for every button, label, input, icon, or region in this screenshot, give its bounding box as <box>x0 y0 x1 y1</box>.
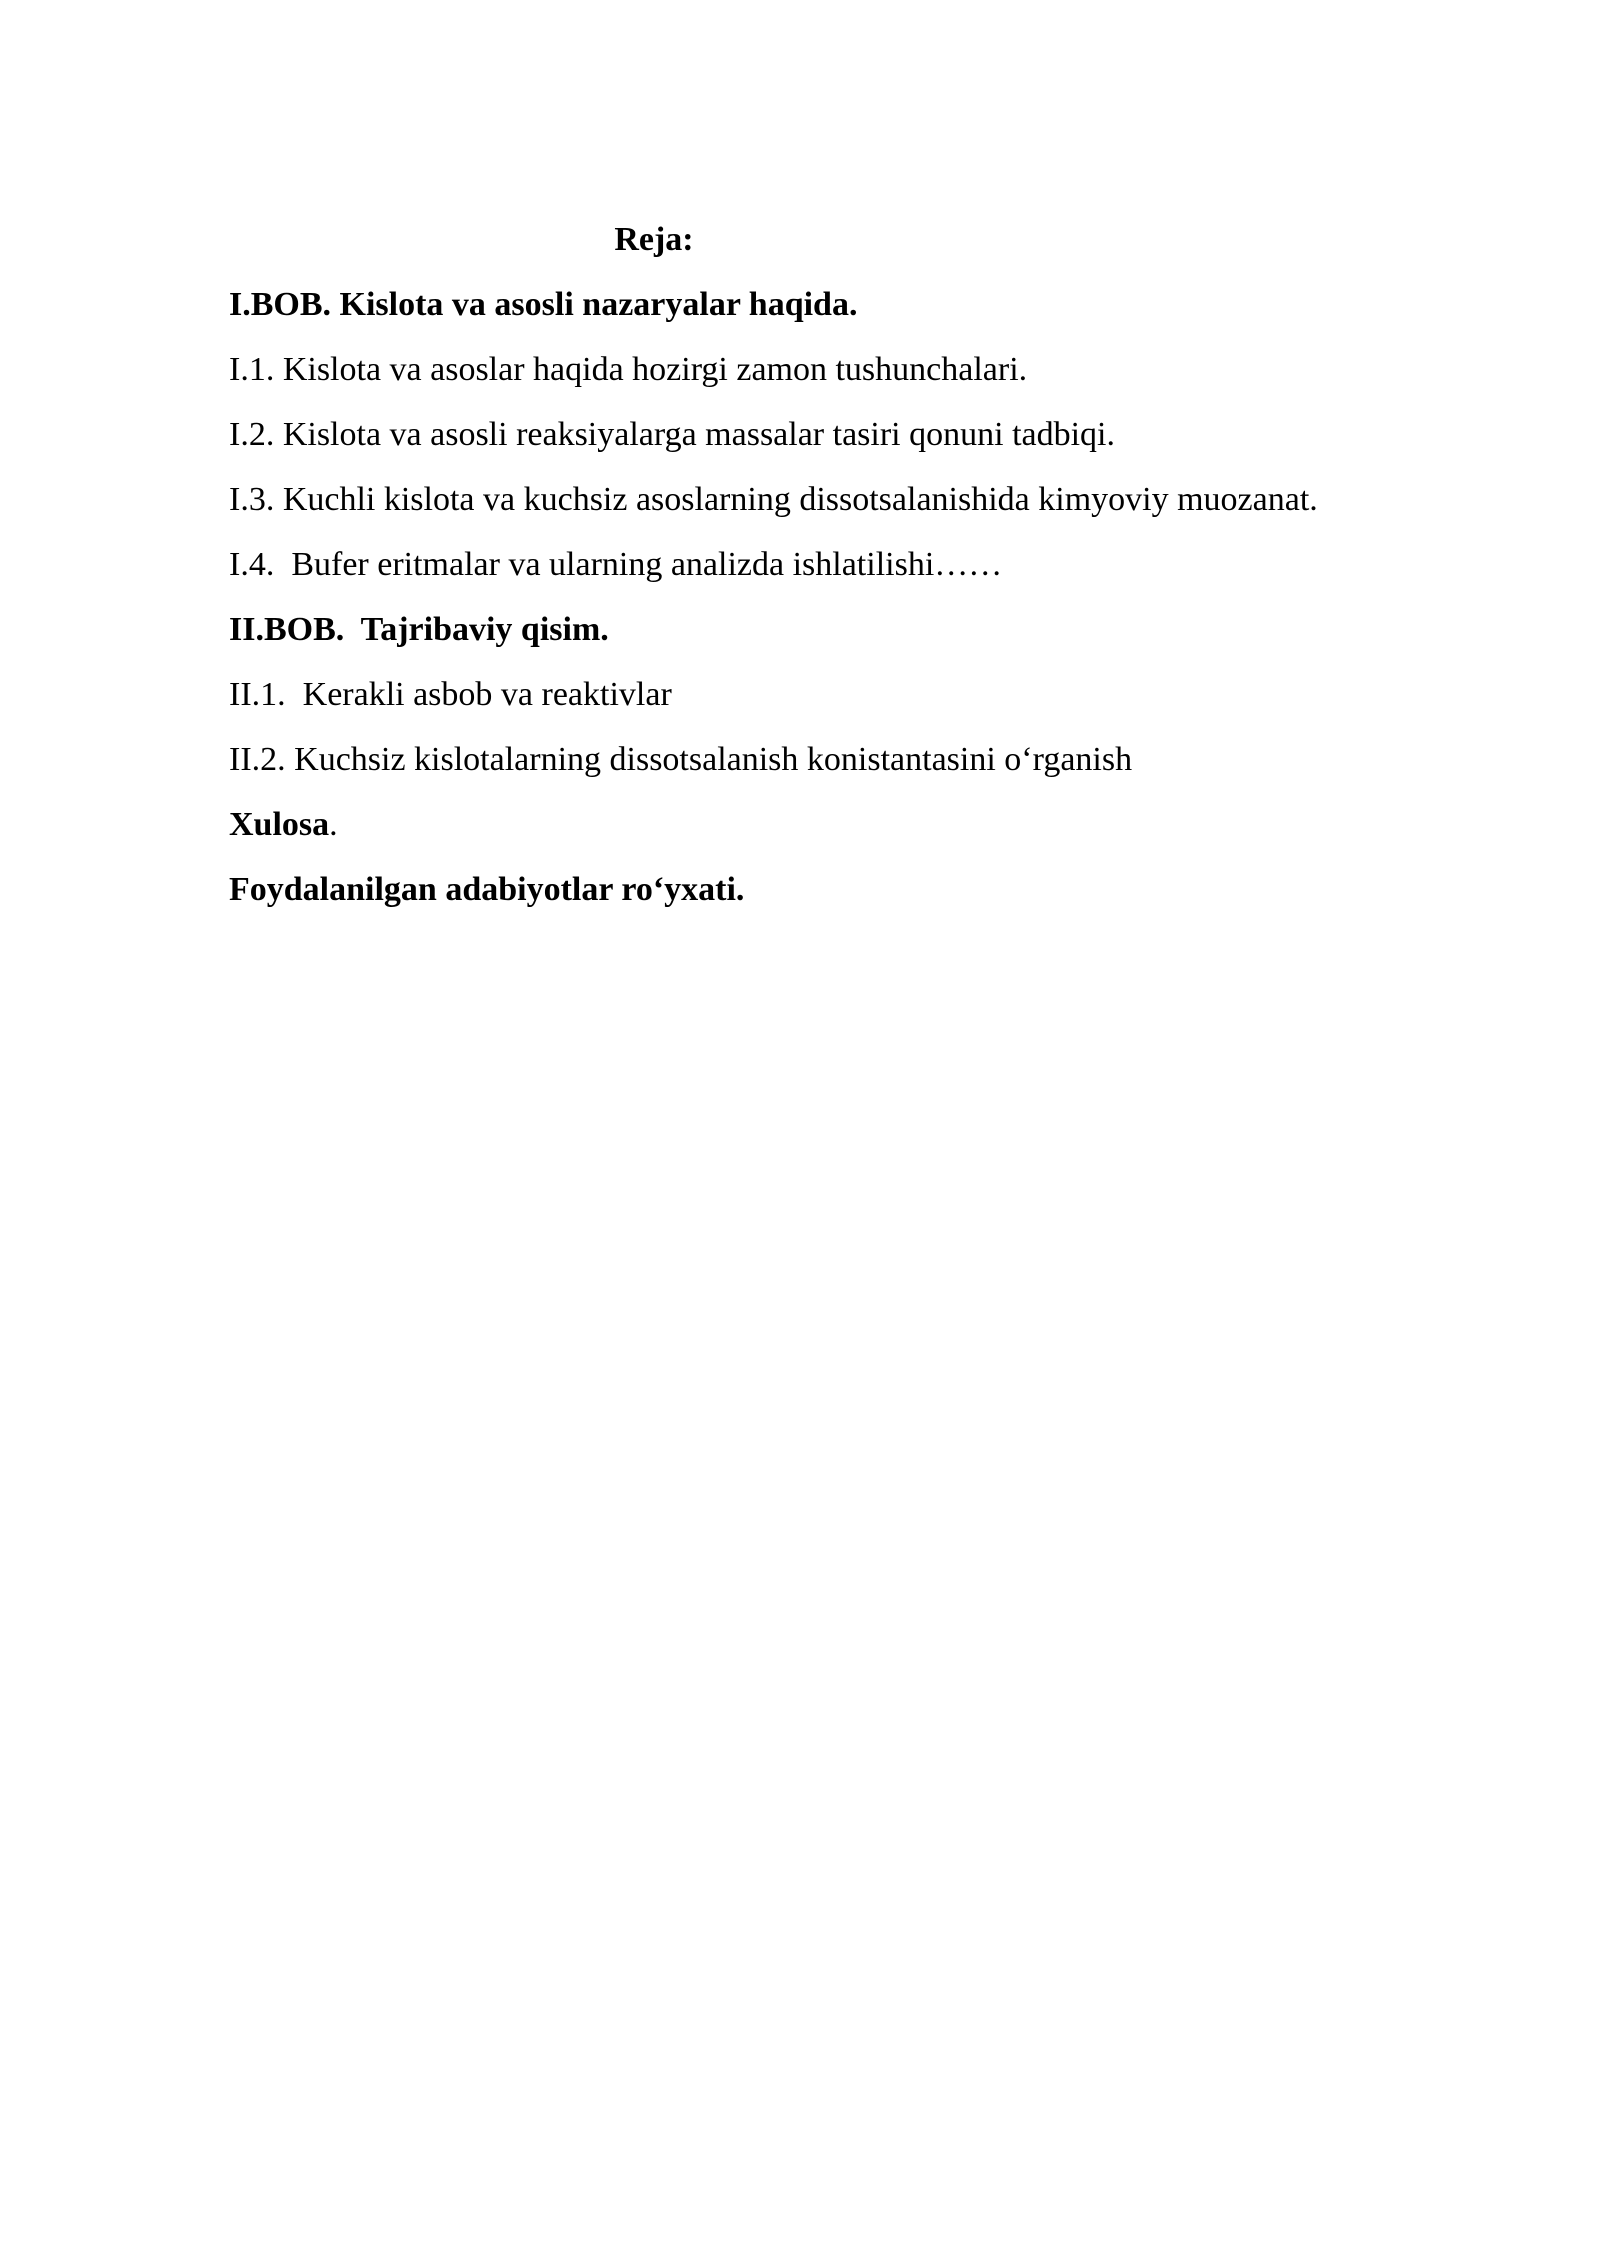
toc-section-2-2-text: II.2. Kuchsiz kislotalarning dissotsalanish konistantasini o‘rganish <box>229 741 1133 778</box>
toc-references-heading: Foydalanilgan adabiyotlar ro‘yxati. <box>229 871 745 908</box>
toc-section-1-4 <box>229 543 1479 608</box>
toc-chapter-1-heading: I.BOB. Kislota va asosli nazaryalar haqida. <box>229 286 858 323</box>
toc-section-1-3 <box>229 478 1479 543</box>
toc-section-1-1 <box>229 348 1479 413</box>
toc-section-1-2 <box>229 413 1479 478</box>
page-title: Reja: <box>614 221 694 258</box>
toc-section-1-2-text: I.2. Kislota va asosli reaksiyalarga massalar tasiri qonuni tadbiqi. <box>229 416 1115 453</box>
toc-section-2-2 <box>229 738 1479 803</box>
toc-conclusion-period: . <box>329 806 338 843</box>
toc-section-1-4-number: I.4. <box>229 546 275 583</box>
toc-chapter-2-heading: II.BOB. Tajribaviy qisim. <box>229 611 609 648</box>
table-of-contents <box>229 283 1479 933</box>
toc-section-1-1-text: I.1. Kislota va asoslar haqida hozirgi zamon tushunchalari. <box>229 351 1028 388</box>
toc-section-1-4-text: Bufer eritmalar va ularning analizda ishlatilishi…… <box>274 546 1003 583</box>
toc-chapter-1 <box>229 283 1479 348</box>
toc-conclusion-heading: Xulosa <box>229 806 330 843</box>
toc-chapter-2 <box>229 608 1479 673</box>
toc-section-1-3-text: I.3. Kuchli kislota va kuchsiz asoslarning dissotsalanishida kimyoviy muozanat. <box>229 481 1318 518</box>
toc-section-2-1 <box>229 673 1479 738</box>
toc-conclusion <box>229 803 1479 868</box>
toc-section-2-1-text: II.1. Kerakli asbob va reaktivlar <box>229 676 672 713</box>
toc-references <box>229 868 1479 933</box>
